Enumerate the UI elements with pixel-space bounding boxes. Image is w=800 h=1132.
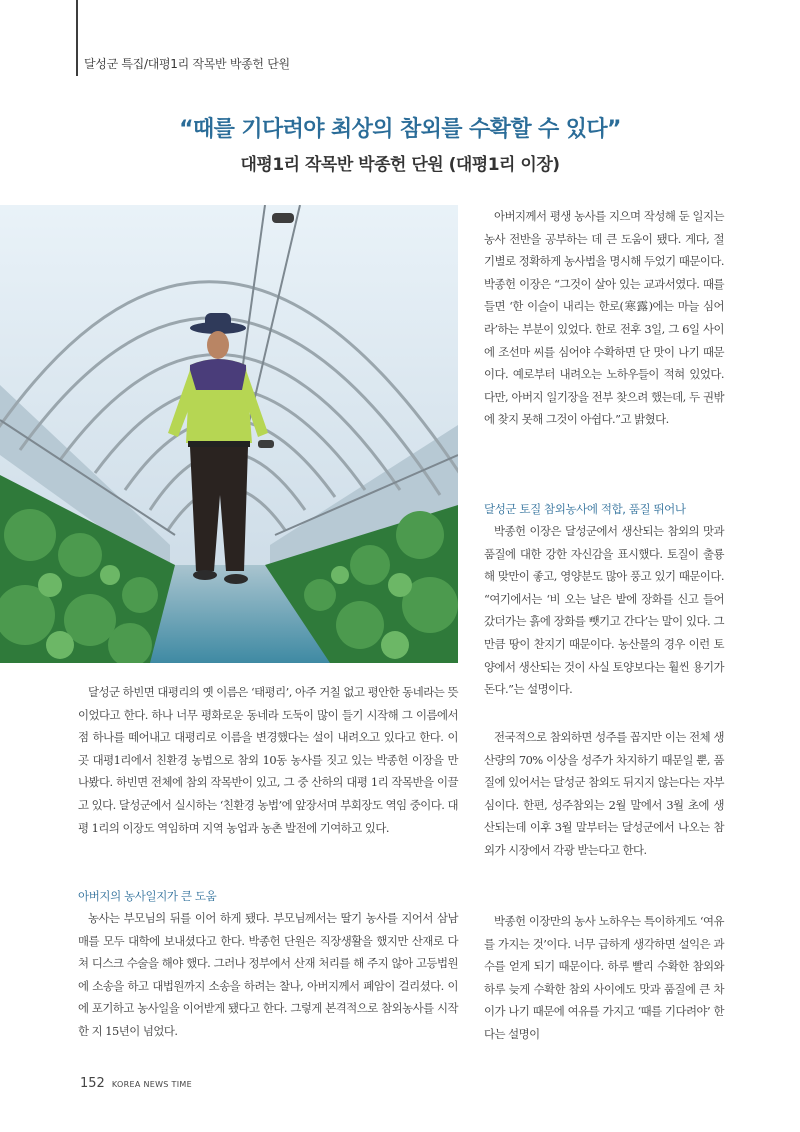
section-rule <box>76 0 78 76</box>
section-label: 달성군 특집/대평1리 작목반 박종헌 단원 <box>84 57 290 71</box>
article-title: “때를 기다려야 최상의 참외를 수확할 수 있다” <box>179 117 621 142</box>
article-subtitle: 대평1리 작목반 박종헌 단원 (대평1리 이장) <box>240 155 560 175</box>
right-paragraph-3: 전국적으로 참외하면 성주를 꼽지만 이는 전체 생산량의 70% 이상을 성주가 차지하기 때문일 뿐, 품질에 있어서는 달성군 참외도 뒤지지 않는다는 자부심이다. 한편, 성주참외는 2월 말에서 3월 초에 생산되는데 이후 3월 말부터는 달성군에서 나오는 참외가 시장에서 각광 받는다고 한다. <box>484 730 724 857</box>
right-paragraph-4: 박종헌 이장만의 농사 노하우는 특이하게도 ‘여유를 가지는 것’이다. 너무 급하게 생각하면 설익은 과수를 얻게 되기 때문이다. 하루 빨리 수확한 참외와 하루 늦게 수확한 참외 사이에도 맛과 품질에 큰 차이가 나기 때문에 여유를 가지고 ‘때를 기다려야’ 한다는 설명이 <box>484 914 724 1041</box>
greenhouse-photo <box>0 205 458 663</box>
publication-name: KOREA NEWS TIME <box>111 1080 192 1089</box>
right-paragraph-2: 박종헌 이장은 달성군에서 생산되는 참외의 맛과 품질에 대한 강한 자신감을 표시했다. 토질이 출룡해 맞만이 좋고, 영양분도 많아 풍고 있기 때문이다. “여기에서는 ‘비 오는 날은 밭에 장화를 신고 들어갔더가는 흙에 장화를 뺏기고 간다’는 말이 있다. 그만큼 땅이 찬지기 때문이다. 농산물의 경우 이런 토양에서 생산되는 것이 사실 토양보다는 훨씬 용기가 돈다.”는 설명이다. <box>484 524 724 697</box>
right-paragraph-1: 아버지께서 평생 농사를 지으며 작성해 둔 일지는 농사 전반을 공부하는 데 큰 도움이 됐다. 게다, 절기별로 정확하게 농사법을 명시해 두었기 때문이다. 박종헌 이장은 “그것이 살아 있는 교과서였다. 때를 들면 ‘한 이슬이 내리는 한로(寒露)에는 마늘 심어라’하는 부분이 있었다. 한로 전후 3일, 그 6일 사이에 조선마 씨를 심어야 수확하면 단 맛이 나기 때문이다. 예로부터 내려오는 노하우들이 적혀 있었다. 다만, 아버지 일기장을 전부 찾으려 했는데, 두 권밖에 찾지 못해 그것이 아쉽다.”고 밝혔다. <box>484 209 724 427</box>
page-number: 152 <box>80 1076 105 1091</box>
page-footer <box>80 1072 192 1091</box>
left-subhead: 아버지의 농사일지가 큰 도움 <box>78 889 217 903</box>
greenhouse-illustration <box>0 205 458 663</box>
left-body-paragraph: 농사는 부모님의 뒤를 이어 하게 됐다. 부모님께서는 딸기 농사를 지어서 삼남매를 모두 대학에 보내셨다고 한다. 박종헌 단원은 직장생활을 했지만 산재로 다쳐 디스크 수술을 해야 했다. 그러나 정부에서 산재 처리를 해 주지 않아 고등법원에 소송을 하고 대법원까지 소송을 하려는 찰나, 아버지께서 폐암이 걸리셨다. 이에 포기하고 농사일을 이어받게 됐다고 한다. 그렇게 본격적으로 참외농사를 시작한 지 15년이 넘었다. <box>78 911 458 1038</box>
right-subhead: 달성군 토질 참외농사에 적합, 품질 뛰어나 <box>484 502 686 516</box>
left-intro-paragraph: 달성군 하빈면 대평리의 옛 이름은 ‘태평리’, 아주 거칠 없고 평안한 동네라는 뜻이었다고 한다. 하나 너무 평화로운 동네라 도둑이 많이 들기 시작해 그 이름에서 점 하나를 떼어내고 대평리로 이름을 변경했다는 설이 내려오고 있다고 한다. 이 곳 대평1리에서 친환경 농법으로 참외 10동 농사를 짓고 있는 박종헌 이장을 만나봤다. 하빈면 전체에 참외 작목반이 있고, 그 중 산하의 대평 1리 작목반을 이끌고 있다. 달성군에서 실시하는 ‘친환경 농법’에 앞장서며 부회장도 역임 중이다. 대평 1리의 이장도 역임하며 지역 농업과 농촌 발전에 기여하고 있다. <box>78 685 458 835</box>
